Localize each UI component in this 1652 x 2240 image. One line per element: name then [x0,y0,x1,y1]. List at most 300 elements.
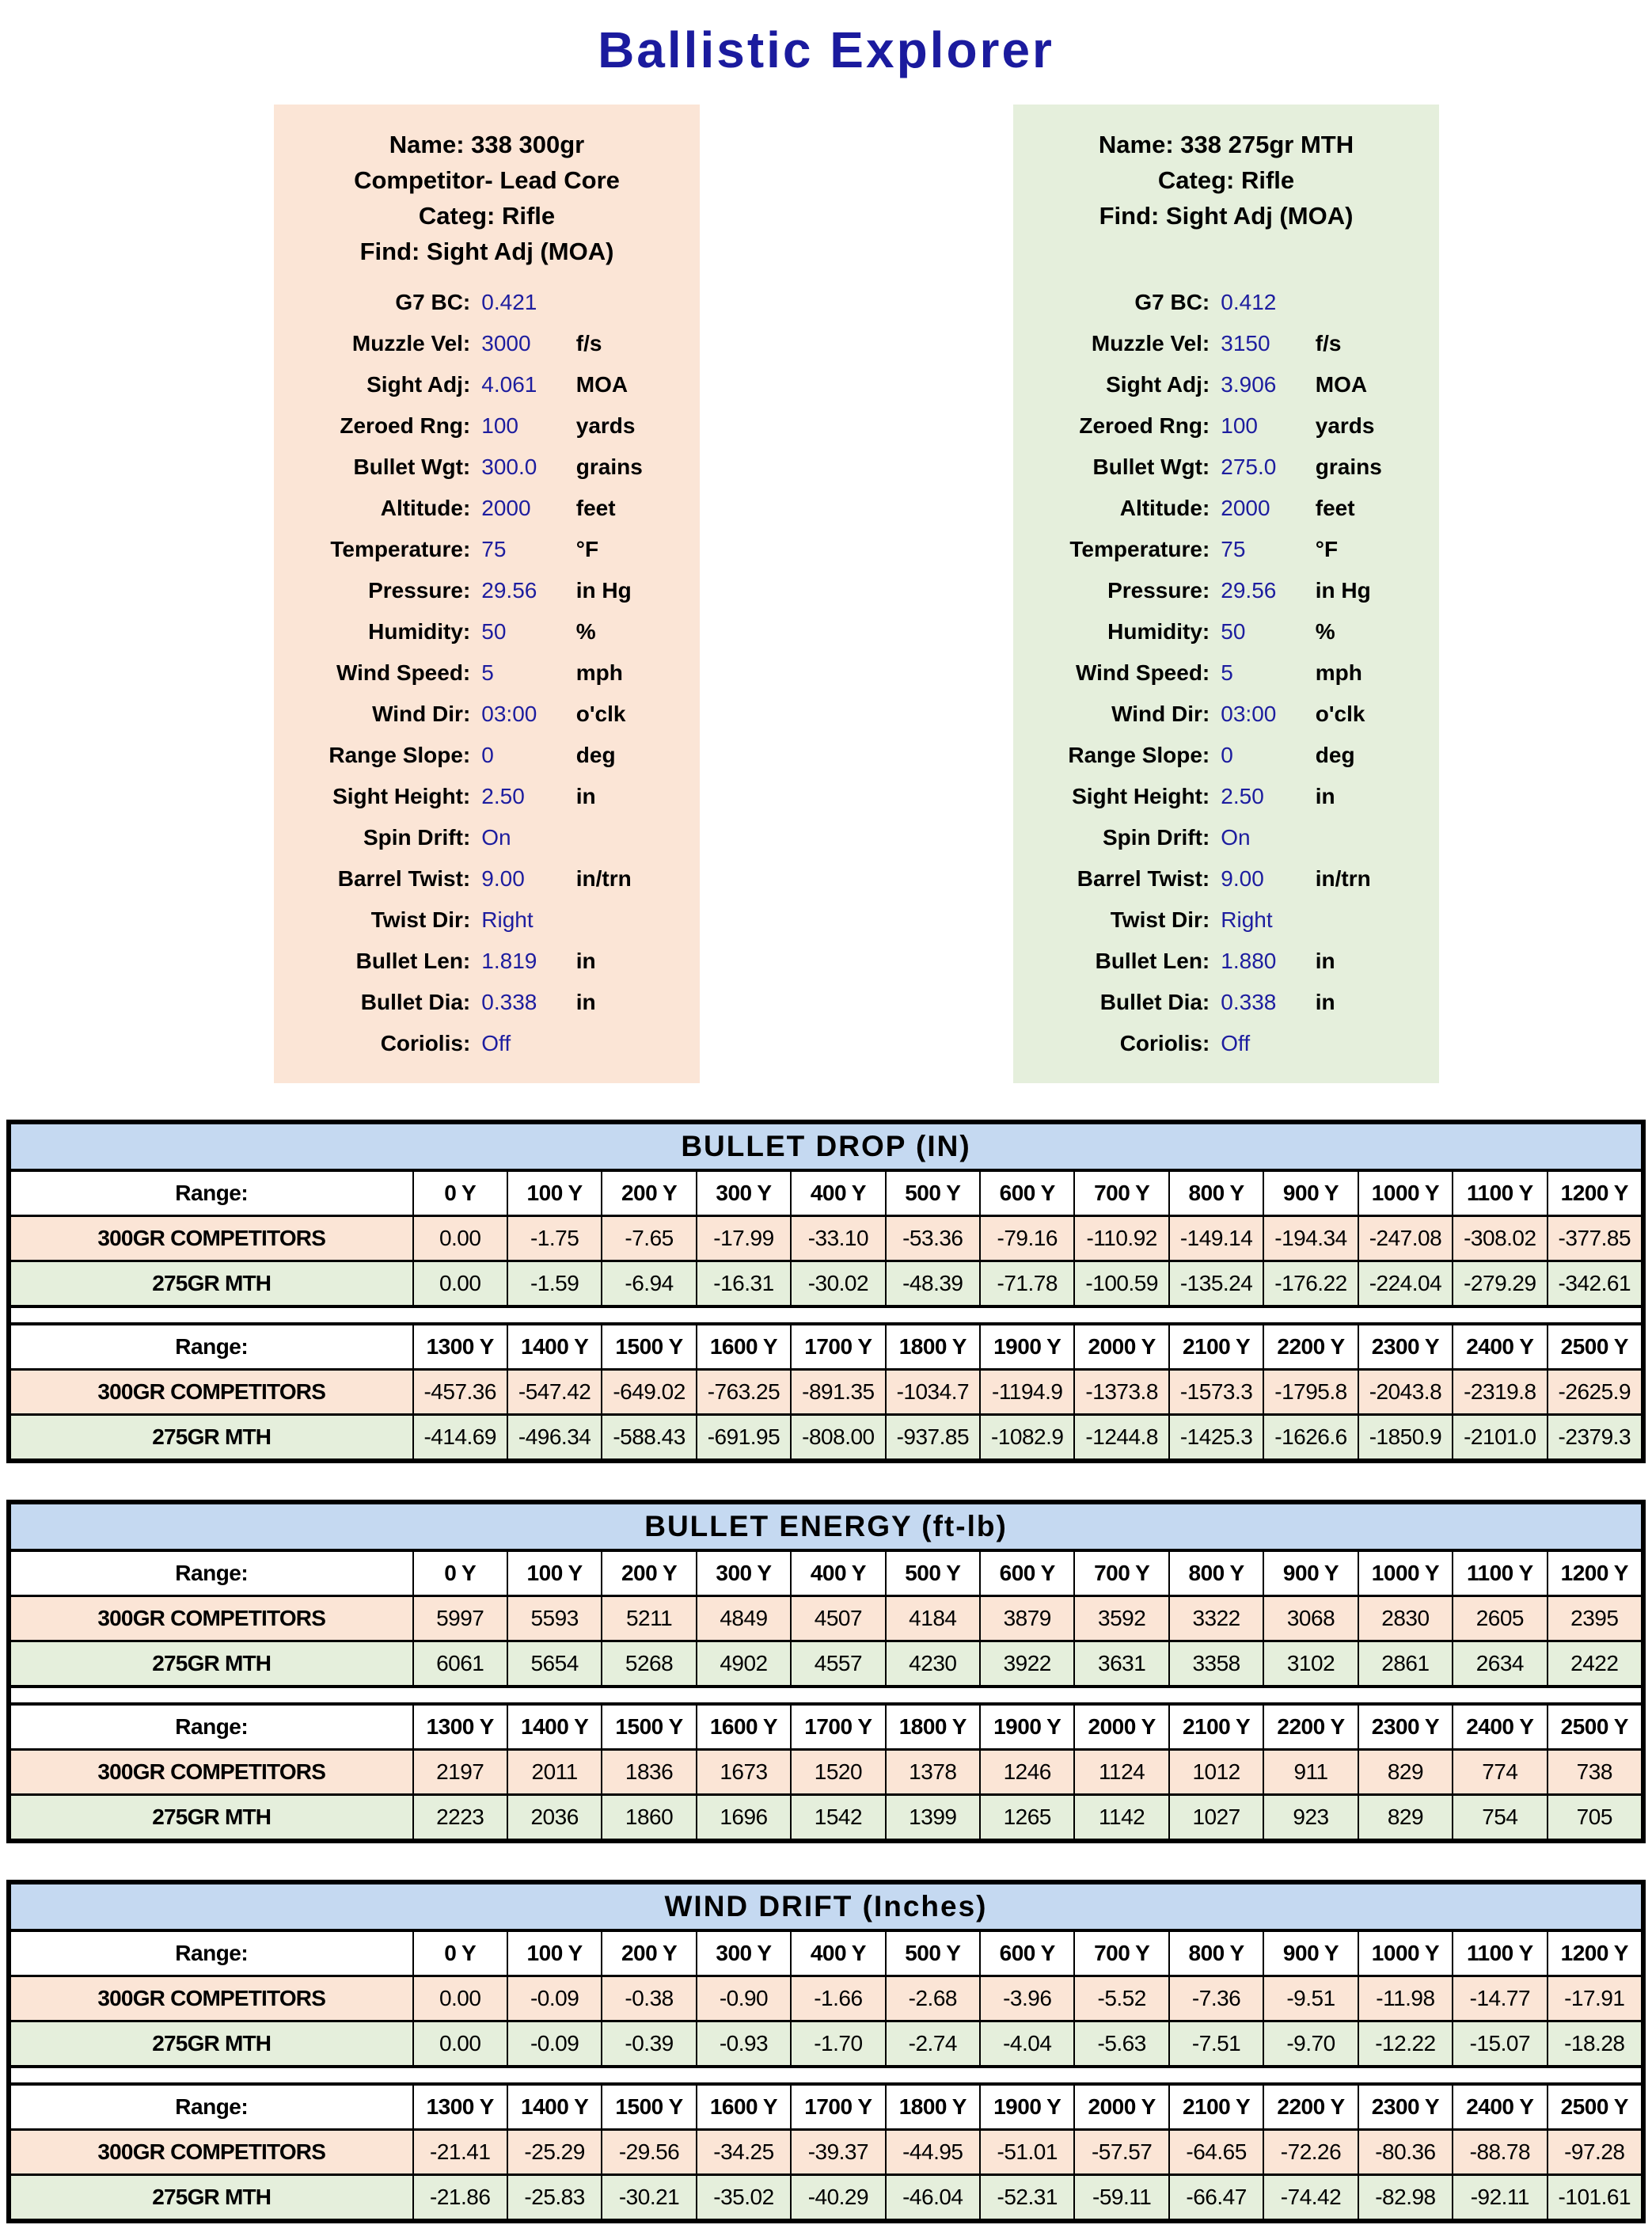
param-row [1021,1023,1431,1064]
page-title: Ballistic Explorer [598,21,1054,78]
value-cell: -74.42 [1263,2176,1357,2219]
value-cell: -149.14 [1168,1217,1263,1260]
value-cell: 1520 [790,1751,884,1793]
row-label-cell: 300GR COMPETITORS [11,1751,412,1793]
param-row [1021,282,1431,323]
table-section [11,1172,1641,1305]
value-cell: 0.00 [412,2022,507,2065]
value-cell: 3631 [1073,1642,1168,1685]
param-value: 50 [1221,619,1246,644]
param-label: Bullet Wgt: [353,454,471,479]
column-header-cell: 700 Y [1073,1172,1168,1215]
column-header-cell: 600 Y [979,1172,1073,1215]
param-label: Sight Adj: [1106,372,1210,397]
range-header-cell: Range: [11,1172,412,1215]
param-value: 2000 [1221,496,1270,520]
value-cell: -377.85 [1547,1217,1641,1260]
param-label: Bullet Dia: [360,990,471,1014]
value-cell: -547.42 [507,1371,601,1413]
value-cell: -92.11 [1452,2176,1546,2219]
param-label: Sight Height: [1072,784,1210,808]
column-header-cell: 500 Y [885,1552,979,1595]
value-cell: 3358 [1168,1642,1263,1685]
param-value: 29.56 [481,578,537,603]
column-header-cell: 700 Y [1073,1932,1168,1975]
table-header-row [11,1172,1641,1215]
param-unit: % [575,619,596,644]
column-header-cell: 2500 Y [1547,1325,1641,1368]
value-cell: -12.22 [1358,2022,1452,2065]
row-label-cell: 300GR COMPETITORS [11,1597,412,1640]
value-cell: -17.99 [696,1217,790,1260]
table-row [11,1595,1641,1640]
value-cell: 1542 [790,1796,884,1839]
value-cell: -29.56 [601,2131,695,2173]
param-unit: deg [1315,743,1355,767]
column-header-cell: 2400 Y [1452,2086,1546,2128]
row-label-cell: 275GR MTH [11,1796,412,1839]
param-row [1021,899,1431,941]
table-row [11,1975,1641,2020]
param-value: 0 [481,743,494,767]
table-section [11,1706,1641,1839]
column-header-cell: 1900 Y [979,2086,1073,2128]
column-header-cell: 1300 Y [412,1706,507,1748]
table-title: WIND DRIFT (Inches) [11,1884,1641,1932]
param-value: 0 [1221,743,1233,767]
param-unit: MOA [575,372,629,397]
spacer-row [11,2065,1641,2086]
value-cell: -1.75 [507,1217,601,1260]
profile-panel-275gr [1013,105,1439,1083]
row-label-cell: 300GR COMPETITORS [11,2131,412,2173]
value-cell: 4849 [696,1597,790,1640]
param-value: 0.421 [481,290,537,314]
param-value: 03:00 [1221,702,1277,726]
param-label: Pressure: [368,578,471,603]
value-cell: -1795.8 [1263,1371,1357,1413]
profile-header [1021,127,1431,271]
value-cell: 6061 [412,1642,507,1685]
param-unit: MOA [1315,372,1368,397]
value-cell: -937.85 [885,1416,979,1458]
value-cell: -100.59 [1073,1262,1168,1305]
column-header-cell: 500 Y [885,1172,979,1215]
value-cell: -0.90 [696,1977,790,2020]
table-section [11,2086,1641,2219]
param-value: Off [1221,1031,1251,1055]
profile-header-line: Categ: Rifle [418,202,556,230]
column-header-cell: 2200 Y [1263,1706,1357,1748]
column-header-cell: 800 Y [1168,1552,1263,1595]
column-header-cell: 200 Y [601,1552,695,1595]
param-unit: in/trn [575,866,632,891]
param-label: Temperature: [1069,537,1210,561]
spacer-row [11,1685,1641,1706]
param-unit: f/s [1315,331,1342,356]
column-header-cell: 900 Y [1263,1932,1357,1975]
value-cell: 5593 [507,1597,601,1640]
value-cell: 0.00 [412,1217,507,1260]
value-cell: 1027 [1168,1796,1263,1839]
column-header-cell: 900 Y [1263,1552,1357,1595]
value-cell: 4557 [790,1642,884,1685]
value-cell: -496.34 [507,1416,601,1458]
range-header-cell: Range: [11,1706,412,1748]
value-cell: -1.59 [507,1262,601,1305]
param-label: Wind Speed: [336,660,471,685]
table-header-row [11,1932,1641,1975]
value-cell: 2634 [1452,1642,1546,1685]
value-cell: -649.02 [601,1371,695,1413]
value-cell: 0.00 [412,1977,507,2020]
param-row [282,529,692,570]
value-cell: 1378 [885,1751,979,1793]
param-unit: feet [575,496,616,520]
table-row [11,2173,1641,2219]
param-label: Humidity: [1107,619,1210,644]
param-label: Bullet Dia: [1099,990,1210,1014]
profile-header-line: Name: 338 275gr MTH [1098,131,1354,158]
value-cell: 3592 [1073,1597,1168,1640]
column-header-cell: 200 Y [601,1932,695,1975]
param-label: Twist Dir: [1110,907,1210,932]
param-label: Twist Dir: [370,907,471,932]
param-row [282,1023,692,1064]
param-value: 0.338 [481,990,537,1014]
param-label: Altitude: [380,496,471,520]
param-list [282,282,692,1064]
value-cell: 1142 [1073,1796,1168,1839]
value-cell: -34.25 [696,2131,790,2173]
param-unit: in [1315,949,1335,973]
value-cell: -891.35 [790,1371,884,1413]
column-header-cell: 2200 Y [1263,2086,1357,2128]
param-unit: mph [1315,660,1362,685]
param-row [282,694,692,735]
column-header-cell: 1000 Y [1358,1172,1452,1215]
column-header-cell: 1500 Y [601,2086,695,2128]
value-cell: -4.04 [979,2022,1073,2065]
value-cell: -5.63 [1073,2022,1168,2065]
param-row [282,899,692,941]
row-label-cell: 275GR MTH [11,1642,412,1685]
param-value: 3.906 [1221,372,1277,397]
value-cell: -1.70 [790,2022,884,2065]
column-header-cell: 1000 Y [1358,1932,1452,1975]
param-unit: in [575,990,596,1014]
value-cell: -342.61 [1547,1262,1641,1305]
param-row [1021,611,1431,652]
param-row [282,941,692,982]
column-header-cell: 1400 Y [507,1325,601,1368]
value-cell: -7.65 [601,1217,695,1260]
param-unit: grains [575,454,643,479]
profile-header-line: Find: Sight Adj (MOA) [359,238,614,265]
column-header-cell: 500 Y [885,1932,979,1975]
value-cell: -2379.3 [1547,1416,1641,1458]
profile-panels [0,105,1652,1083]
value-cell: -0.09 [507,1977,601,2020]
value-cell: -6.94 [601,1262,695,1305]
column-header-cell: 800 Y [1168,1932,1263,1975]
value-cell: -9.70 [1263,2022,1357,2065]
param-label: Coriolis: [1119,1031,1210,1055]
param-label: Zeroed Rng: [1079,413,1210,438]
column-header-cell: 300 Y [696,1552,790,1595]
param-row [1021,323,1431,364]
param-row [282,982,692,1023]
value-cell: -64.65 [1168,2131,1263,2173]
column-header-cell: 2100 Y [1168,2086,1263,2128]
value-cell: -176.22 [1263,1262,1357,1305]
value-cell: -279.29 [1452,1262,1546,1305]
param-value: Off [481,1031,511,1055]
table-row [11,1215,1641,1260]
param-value: 29.56 [1221,578,1277,603]
column-header-cell: 2400 Y [1452,1325,1546,1368]
value-cell: -247.08 [1358,1217,1452,1260]
column-header-cell: 300 Y [696,1932,790,1975]
range-header-cell: Range: [11,1552,412,1595]
param-unit: in [575,784,596,808]
param-row [1021,776,1431,817]
value-cell: 1124 [1073,1751,1168,1793]
value-cell: -110.92 [1073,1217,1168,1260]
value-cell: -2.74 [885,2022,979,2065]
value-cell: -80.36 [1358,2131,1452,2173]
profile-panel-300gr [274,105,700,1083]
param-value: 03:00 [481,702,537,726]
value-cell: -17.91 [1547,1977,1641,2020]
value-cell: -57.57 [1073,2131,1168,2173]
param-row [282,282,692,323]
param-label: Wind Speed: [1075,660,1210,685]
range-header-cell: Range: [11,1325,412,1368]
value-cell: -194.34 [1263,1217,1357,1260]
column-header-cell: 2000 Y [1073,2086,1168,2128]
column-header-cell: 2400 Y [1452,1706,1546,1748]
row-label-cell: 275GR MTH [11,1416,412,1458]
column-header-cell: 2500 Y [1547,2086,1641,2128]
value-cell: 829 [1358,1796,1452,1839]
value-cell: -72.26 [1263,2131,1357,2173]
value-cell: -59.11 [1073,2176,1168,2219]
value-cell: 1673 [696,1751,790,1793]
value-cell: -71.78 [979,1262,1073,1305]
param-label: Zeroed Rng: [340,413,471,438]
value-cell: -588.43 [601,1416,695,1458]
results-tables [0,1120,1652,2223]
value-cell: -30.02 [790,1262,884,1305]
param-value: 3150 [1221,331,1270,356]
row-label-cell: 300GR COMPETITORS [11,1217,412,1260]
param-value: 1.819 [481,949,537,973]
value-cell: 2422 [1547,1642,1641,1685]
value-cell: -1244.8 [1073,1416,1168,1458]
profile-header-line: Find: Sight Adj (MOA) [1099,202,1354,230]
range-header-cell: Range: [11,1932,412,1975]
column-header-cell: 1700 Y [790,1325,884,1368]
param-label: Wind Dir: [1111,702,1210,726]
value-cell: -457.36 [412,1371,507,1413]
value-cell: 2605 [1452,1597,1546,1640]
range-header-cell: Range: [11,2086,412,2128]
profile-header-line: Categ: Rifle [1157,166,1295,194]
table-row [11,2128,1641,2173]
param-value: 4.061 [481,372,537,397]
param-value: 5 [1221,660,1233,685]
param-label: Wind Dir: [372,702,471,726]
value-cell: 0.00 [412,1262,507,1305]
param-row [1021,941,1431,982]
param-row [282,735,692,776]
value-cell: -2043.8 [1358,1371,1452,1413]
param-row [282,652,692,694]
value-cell: -33.10 [790,1217,884,1260]
value-cell: 4230 [885,1642,979,1685]
column-header-cell: 1200 Y [1547,1552,1641,1595]
value-cell: -7.36 [1168,1977,1263,2020]
table-header-row [11,2086,1641,2128]
param-row [282,447,692,488]
value-cell: 4507 [790,1597,884,1640]
param-label: Bullet Len: [1095,949,1210,973]
value-cell: 705 [1547,1796,1641,1839]
column-header-cell: 600 Y [979,1552,1073,1595]
column-header-cell: 400 Y [790,1552,884,1595]
value-cell: -25.83 [507,2176,601,2219]
value-cell: 2395 [1547,1597,1641,1640]
column-header-cell: 1400 Y [507,1706,601,1748]
value-cell: 5268 [601,1642,695,1685]
value-cell: 2223 [412,1796,507,1839]
value-cell: -763.25 [696,1371,790,1413]
param-value: 0.338 [1221,990,1277,1014]
value-cell: -79.16 [979,1217,1073,1260]
param-unit: f/s [575,331,602,356]
param-row [1021,529,1431,570]
value-cell: -101.61 [1547,2176,1641,2219]
value-cell: -48.39 [885,1262,979,1305]
param-value: 75 [1221,537,1246,561]
param-unit: grains [1315,454,1382,479]
column-header-cell: 2000 Y [1073,1706,1168,1748]
param-unit: in Hg [575,578,632,603]
value-cell: -2625.9 [1547,1371,1641,1413]
param-value: 2000 [481,496,531,520]
value-cell: -0.09 [507,2022,601,2065]
param-value: 300.0 [481,454,537,479]
value-cell: -15.07 [1452,2022,1546,2065]
column-header-cell: 2200 Y [1263,1325,1357,1368]
param-row [282,776,692,817]
param-label: Sight Adj: [366,372,471,397]
table-row [11,1413,1641,1458]
value-cell: 1860 [601,1796,695,1839]
value-cell: 738 [1547,1751,1641,1793]
column-header-cell: 0 Y [412,1932,507,1975]
column-header-cell: 1800 Y [885,1706,979,1748]
value-cell: -39.37 [790,2131,884,2173]
column-header-cell: 1100 Y [1452,1932,1546,1975]
value-cell: 754 [1452,1796,1546,1839]
param-label: Bullet Len: [355,949,471,973]
value-cell: 1265 [979,1796,1073,1839]
param-row [1021,364,1431,405]
table-header-row [11,1552,1641,1595]
value-cell: -88.78 [1452,2131,1546,2173]
value-cell: -135.24 [1168,1262,1263,1305]
column-header-cell: 1700 Y [790,2086,884,2128]
value-cell: -11.98 [1358,1977,1452,2020]
param-unit: in [1315,784,1335,808]
column-header-cell: 1700 Y [790,1706,884,1748]
param-row [1021,405,1431,447]
column-header-cell: 2100 Y [1168,1706,1263,1748]
column-header-cell: 1100 Y [1452,1172,1546,1215]
profile-header-line: Competitor- Lead Core [354,166,620,194]
column-header-cell: 1000 Y [1358,1552,1452,1595]
value-cell: -53.36 [885,1217,979,1260]
value-cell: -9.51 [1263,1977,1357,2020]
column-header-cell: 0 Y [412,1552,507,1595]
value-cell: -30.21 [601,2176,695,2219]
value-cell: -414.69 [412,1416,507,1458]
value-cell: -82.98 [1358,2176,1452,2219]
row-label-cell: 300GR COMPETITORS [11,1977,412,2020]
param-label: Coriolis: [380,1031,471,1055]
column-header-cell: 2000 Y [1073,1325,1168,1368]
table-section [11,1325,1641,1458]
value-cell: -308.02 [1452,1217,1546,1260]
spacer-row [11,1305,1641,1325]
value-cell: 1012 [1168,1751,1263,1793]
param-value: 100 [481,413,518,438]
column-header-cell: 1800 Y [885,1325,979,1368]
param-label: Barrel Twist: [1077,866,1210,891]
value-cell: 2011 [507,1751,601,1793]
row-label-cell: 300GR COMPETITORS [11,1371,412,1413]
value-cell: -46.04 [885,2176,979,2219]
param-unit: °F [575,537,599,561]
param-row [282,488,692,529]
column-header-cell: 800 Y [1168,1172,1263,1215]
value-cell: 911 [1263,1751,1357,1793]
param-value: Right [481,907,534,932]
value-cell: 3322 [1168,1597,1263,1640]
param-list [1021,282,1431,1064]
param-row [1021,858,1431,899]
param-row [1021,447,1431,488]
column-header-cell: 2500 Y [1547,1706,1641,1748]
column-header-cell: 0 Y [412,1172,507,1215]
param-label: Range Slope: [1068,743,1210,767]
param-row [282,364,692,405]
param-value: Right [1221,907,1273,932]
param-value: 3000 [481,331,531,356]
value-cell: -52.31 [979,2176,1073,2219]
results-table [6,1880,1646,2223]
table-title: BULLET ENERGY (ft-lb) [11,1504,1641,1552]
value-cell: -5.52 [1073,1977,1168,2020]
param-label: Sight Height: [332,784,471,808]
param-label: G7 BC: [395,290,471,314]
param-value: 275.0 [1221,454,1277,479]
value-cell: 4902 [696,1642,790,1685]
value-cell: -1626.6 [1263,1416,1357,1458]
column-header-cell: 1900 Y [979,1325,1073,1368]
